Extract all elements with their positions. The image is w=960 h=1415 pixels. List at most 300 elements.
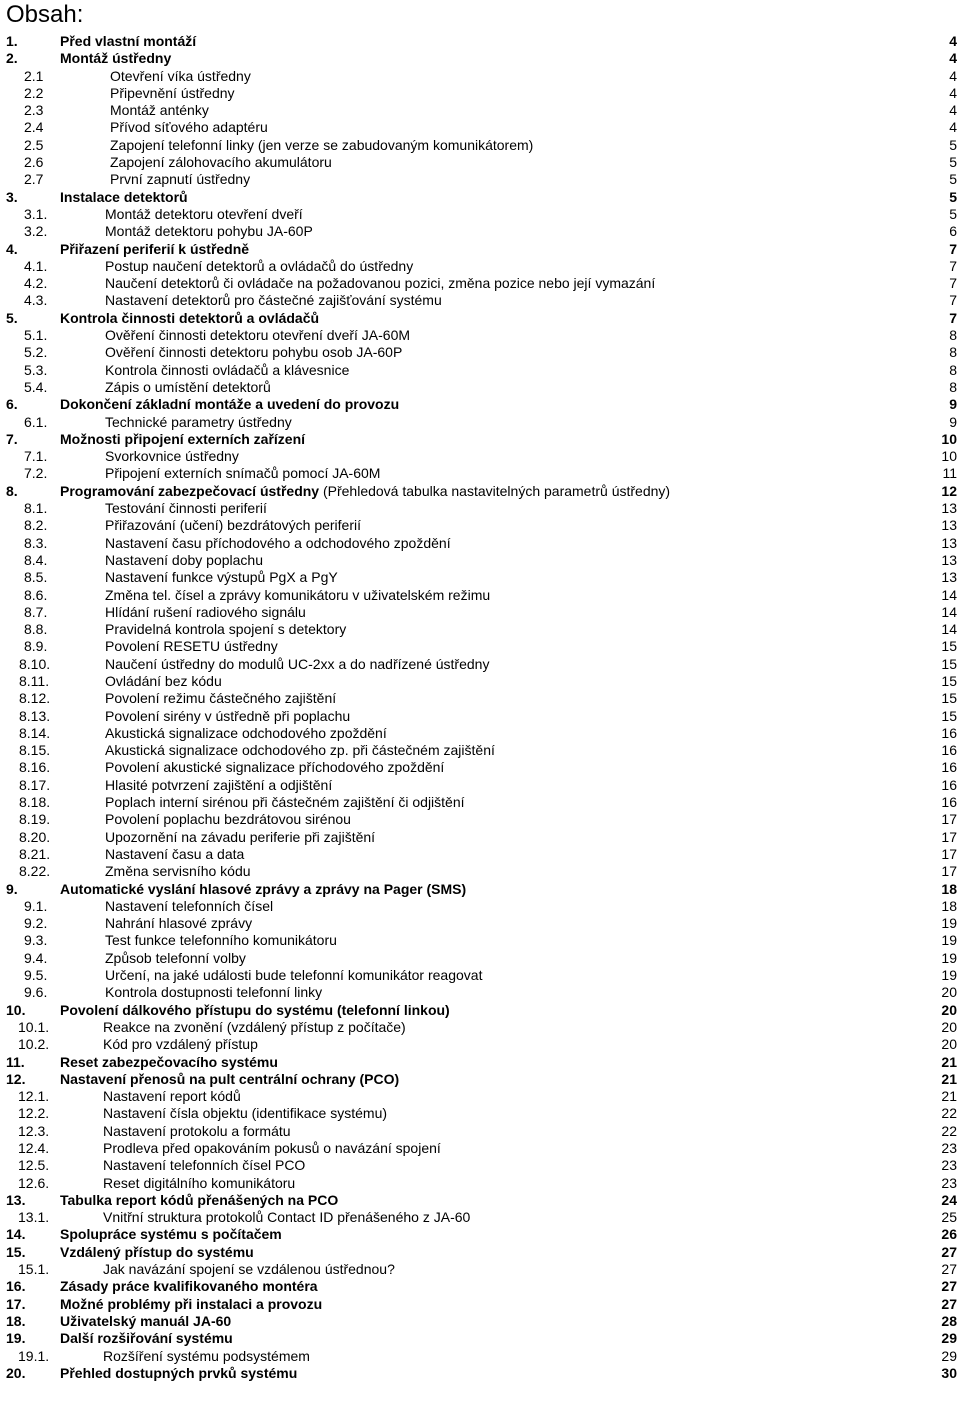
toc-section-row[interactable] (0, 1365, 960, 1382)
toc-entry-page-number: 9 (949, 413, 957, 430)
toc-entry-number: 12.1. (18, 1088, 50, 1105)
toc-subsection-row[interactable] (0, 517, 960, 534)
toc-subsection-row[interactable] (0, 638, 960, 655)
toc-subsection-row[interactable] (0, 535, 960, 552)
toc-subsection-row[interactable] (0, 898, 960, 915)
toc-section-row[interactable] (0, 1244, 960, 1261)
toc-entry-title-text: Otevření víka ústředny (110, 67, 251, 84)
toc-entry-number: 13. (6, 1191, 26, 1208)
toc-entry-title (60, 396, 399, 413)
toc-entry-page-number: 21 (941, 1053, 957, 1070)
toc-entry-number: 4.1. (24, 257, 48, 274)
toc-entry-title-text: Nahrání hlasové zprávy (105, 915, 253, 932)
toc-entry-title (105, 552, 263, 569)
toc-entry-page-number: 19 (941, 915, 957, 932)
toc-subsection-row[interactable] (0, 68, 960, 85)
toc-section-row[interactable] (0, 483, 960, 500)
toc-entry-number: 8. (6, 482, 18, 499)
toc-entry-title (105, 950, 246, 967)
toc-entry-page-number: 4 (949, 50, 957, 67)
toc-entry-title (60, 33, 196, 50)
toc-section-row[interactable] (0, 396, 960, 413)
toc-entry-page-number: 8 (949, 327, 957, 344)
toc-entry-title-text: Naučení detektorů či ovládače na požadovanou pozici, změna pozice nebo její vymazání (105, 275, 656, 292)
toc-entry-page-number: 17 (941, 811, 957, 828)
toc-entry-title-text: Nastavení funkce výstupů PgX a PgY (105, 569, 338, 586)
toc-entry-title (105, 448, 239, 465)
toc-entry-title (105, 327, 410, 344)
toc-entry-title-text: Pravidelná kontrola spojení s detektory (105, 621, 347, 638)
toc-entry-title (103, 1140, 441, 1157)
toc-entry-number: 4. (6, 240, 18, 257)
toc-entry-number: 3.2. (24, 223, 48, 240)
toc-entry-title (60, 50, 171, 67)
toc-subsection-row[interactable] (0, 777, 960, 794)
toc-entry-page-number: 5 (949, 205, 957, 222)
toc-entry-title (103, 1157, 305, 1174)
toc-entry-number: 12.5. (18, 1157, 50, 1174)
toc-entry-title (60, 1313, 231, 1330)
toc-entry-page-number: 19 (941, 932, 957, 949)
toc-entry-number: 8.12. (19, 690, 51, 707)
toc-entry-title-text: Nastavení telefonních čísel (105, 897, 274, 914)
toc-subsection-row[interactable] (0, 673, 960, 690)
toc-subsection-row[interactable] (0, 604, 960, 621)
toc-entry-title-text: Reset zabezpečovacího systému (60, 1053, 278, 1070)
toc-entry-number: 8.20. (19, 828, 51, 845)
toc-entry-number: 8.10. (19, 655, 51, 672)
toc-entry-number: 8.22. (19, 863, 51, 880)
toc-subsection-row[interactable] (0, 327, 960, 344)
toc-subsection-row[interactable] (0, 932, 960, 949)
toc-entry-number: 13.1. (18, 1209, 50, 1226)
toc-subsection-row[interactable] (0, 1140, 960, 1157)
toc-entry-page-number: 14 (941, 603, 957, 620)
toc-entry-number: 5. (6, 309, 18, 326)
toc-entry-page-number: 9 (949, 396, 957, 413)
toc-entry-title (60, 241, 249, 258)
toc-entry-number: 12.2. (18, 1105, 50, 1122)
toc-entry-title (103, 1209, 470, 1226)
toc-entry-title-text: Zapojení zálohovacího akumulátoru (110, 154, 332, 171)
toc-entry-title (105, 275, 655, 292)
toc-entry-title-text: Povolení dálkového přístupu do systému (telefonní linkou) (60, 1001, 450, 1018)
toc-entry-page-number: 7 (949, 292, 957, 309)
toc-entry-title (105, 759, 444, 776)
toc-entry-number: 8.5. (24, 569, 48, 586)
toc-entry-page-number: 8 (949, 378, 957, 395)
toc-entry-number: 1. (6, 33, 18, 49)
toc-entry-number: 8.6. (24, 586, 48, 603)
toc-entry-title-text: Možnosti připojení externích zařízení (60, 430, 306, 447)
toc-subsection-row[interactable] (0, 258, 960, 275)
toc-entry-page-number: 4 (949, 84, 957, 101)
toc-entry-title-text: Reset digitálního komunikátoru (103, 1174, 296, 1191)
toc-subsection-row[interactable] (0, 275, 960, 292)
toc-entry-number: 9.1. (24, 897, 48, 914)
toc-entry-page-number: 27 (941, 1278, 957, 1295)
toc-subsection-row[interactable] (0, 656, 960, 673)
toc-entry-title (105, 811, 351, 828)
toc-subsection-row[interactable] (0, 587, 960, 604)
toc-entry-title-text: Vnitřní struktura protokolů Contact ID přenášeného z JA-60 (103, 1209, 471, 1226)
toc-entry-page-number: 15 (941, 707, 957, 724)
toc-section-row[interactable] (0, 1071, 960, 1088)
toc-entry-title (105, 500, 267, 517)
toc-section-row[interactable] (0, 1330, 960, 1347)
toc-entry-page-number: 15 (941, 672, 957, 689)
toc-subsection-row[interactable] (0, 206, 960, 223)
toc-section-row[interactable] (0, 1313, 960, 1330)
toc-entry-title-text: Montáž detektoru pohybu JA-60P (105, 223, 313, 240)
toc-entry-number: 2.6 (24, 154, 44, 171)
toc-entry-title (60, 310, 319, 327)
toc-entry-page-number: 19 (941, 967, 957, 984)
toc-section-row[interactable] (0, 1226, 960, 1243)
toc-subsection-row[interactable] (0, 1348, 960, 1365)
toc-entry-page-number: 16 (941, 742, 957, 759)
toc-section-row[interactable] (0, 189, 960, 206)
toc-entry-page-number: 14 (941, 586, 957, 603)
toc-entry-title-text: Akustická signalizace odchodového zp. při částečném zajištění (105, 742, 495, 759)
toc-subsection-row[interactable] (0, 950, 960, 967)
toc-entry-title-text: Nastavení report kódů (103, 1088, 241, 1105)
toc-entry-page-number: 17 (941, 828, 957, 845)
toc-subsection-row[interactable] (0, 171, 960, 188)
toc-entry-title-text: Nastavení přenosů na pult centrální ochrany (PCO) (60, 1070, 400, 1087)
toc-subsection-row[interactable] (0, 1105, 960, 1122)
toc-subsection-row[interactable] (0, 915, 960, 932)
toc-entry-title-text: Test funkce telefonního komunikátoru (105, 932, 337, 949)
toc-entry-title-text: Možné problémy při instalaci a provozu (60, 1295, 323, 1312)
toc-entry-title-text: Přiřazení periferií k ústředně (60, 240, 250, 257)
toc-entry-title-text: Povolení RESETU ústředny (105, 638, 278, 655)
toc-subsection-row[interactable] (0, 1036, 960, 1053)
toc-section-row[interactable] (0, 1296, 960, 1313)
toc-entry-number: 7.1. (24, 448, 48, 465)
toc-entry-number: 8.17. (19, 776, 51, 793)
toc-section-row[interactable] (0, 241, 960, 258)
toc-section-row[interactable] (0, 1054, 960, 1071)
toc-entry-title (105, 604, 306, 621)
toc-entry-number: 2.7 (24, 171, 44, 188)
toc-entry-number: 8.18. (19, 794, 51, 811)
toc-entry-page-number: 13 (941, 551, 957, 568)
toc-entry-title-text: Připevnění ústředny (110, 84, 235, 101)
toc-subsection-row[interactable] (0, 102, 960, 119)
toc-entry-page-number: 14 (941, 621, 957, 638)
toc-entry-title-text: Uživatelský manuál JA-60 (60, 1312, 232, 1329)
toc-entry-number: 5.1. (24, 327, 48, 344)
toc-entry-title-text: Montáž ústředny (60, 50, 172, 67)
toc-entry-title (105, 725, 387, 742)
toc-entry-title (103, 1123, 291, 1140)
toc-entry-page-number: 11 (942, 465, 957, 482)
toc-entry-page-number: 21 (941, 1070, 957, 1087)
toc-entry-page-number: 22 (941, 1122, 957, 1139)
toc-entry-number: 10.2. (18, 1036, 50, 1053)
toc-entry-title (105, 932, 337, 949)
toc-entry-number: 8.9. (24, 638, 48, 655)
toc-entry-title-text: Zásady práce kvalifikovaného montéra (60, 1278, 318, 1295)
toc-subsection-row[interactable] (0, 690, 960, 707)
toc-entry-title-text: Jak navázání spojení se vzdálenou ústřednou? (103, 1261, 395, 1278)
toc-entry-title-text: Přiřazování (učení) bezdrátových periferií (105, 517, 361, 534)
toc-subsection-row[interactable] (0, 1123, 960, 1140)
toc-entry-number: 9.4. (24, 949, 48, 966)
toc-entry-title-text: Nastavení telefonních čísel PCO (103, 1157, 306, 1174)
toc-entry-title-text: Povolení sirény v ústředně při poplachu (105, 707, 351, 724)
toc-subsection-row[interactable] (0, 967, 960, 984)
toc-subsection-row[interactable] (0, 448, 960, 465)
toc-entry-page-number: 13 (941, 517, 957, 534)
toc-entry-number: 5.4. (24, 378, 48, 395)
toc-entry-page-number: 12 (941, 482, 957, 499)
toc-entry-title (60, 1002, 450, 1019)
toc-entry-title-text: Hlasité potvrzení zajištění a odjištění (105, 776, 333, 793)
toc-entry-number: 20. (6, 1364, 26, 1381)
toc-subsection-row[interactable] (0, 85, 960, 102)
toc-entry-number: 9.6. (24, 984, 48, 1001)
toc-entry-title (60, 1365, 297, 1382)
toc-entry-number: 10.1. (18, 1018, 50, 1035)
toc-entry-title-text: Testování činnosti periferií (105, 500, 267, 517)
toc-section-row[interactable] (0, 1192, 960, 1209)
toc-entry-page-number: 13 (941, 500, 957, 517)
toc-entry-number: 2.4 (24, 119, 44, 136)
toc-entry-page-number: 15 (941, 638, 957, 655)
toc-entry-title-text: Montáž anténky (110, 102, 209, 119)
toc-entry-title (103, 1036, 258, 1053)
toc-entry-title-text: Prodleva před opakováním pokusů o navázání spojení (103, 1140, 441, 1156)
toc-entry-page-number: 5 (949, 171, 957, 188)
toc-entry-number: 12.3. (18, 1122, 50, 1139)
toc-entry-title-text: Kontrola dostupnosti telefonní linky (105, 984, 323, 1001)
toc-entry-title-text: Ověření činnosti detektoru otevření dveří JA-60M (105, 327, 411, 344)
toc-entry-title (105, 292, 442, 309)
toc-entry-title (60, 189, 188, 206)
toc-subsection-row[interactable] (0, 725, 960, 742)
toc-entry-title-text: Změna tel. čísel a zprávy komunikátoru v uživatelském režimu (105, 586, 491, 603)
toc-subsection-row[interactable] (0, 379, 960, 396)
page-title: Obsah: (6, 1, 84, 28)
toc-entry-title (105, 708, 350, 725)
toc-entry-number: 2.3 (24, 102, 44, 119)
toc-entry-title-text: Způsob telefonní volby (105, 949, 246, 966)
toc-entry-number: 2.2 (24, 84, 44, 101)
toc-entry-title (105, 656, 489, 673)
toc-entry-title-text: Zápis o umístění detektorů (105, 378, 271, 395)
toc-entry-title (110, 154, 332, 171)
toc-entry-page-number: 23 (941, 1140, 957, 1156)
toc-entry-number: 15. (6, 1243, 26, 1260)
toc-entry-title (60, 1296, 322, 1313)
toc-subsection-row[interactable] (0, 137, 960, 154)
toc-entry-title-text: Instalace detektorů (60, 188, 188, 205)
toc-subsection-row[interactable] (0, 362, 960, 379)
toc-entry-page-number: 13 (941, 534, 957, 551)
toc-entry-page-number: 7 (949, 257, 957, 274)
toc-subsection-row[interactable] (0, 569, 960, 586)
toc-entry-number: 12.6. (18, 1174, 50, 1191)
toc-subsection-row[interactable] (0, 794, 960, 811)
toc-entry-page-number: 27 (941, 1243, 957, 1260)
toc-subsection-row[interactable] (0, 414, 960, 431)
toc-subsection-row[interactable] (0, 708, 960, 725)
toc-entry-page-number: 23 (941, 1157, 957, 1174)
toc-subsection-row[interactable] (0, 984, 960, 1001)
toc-subsection-row[interactable] (0, 500, 960, 517)
toc-entry-number: 17. (6, 1295, 26, 1312)
toc-entry-number: 7. (6, 430, 18, 447)
toc-subsection-row[interactable] (0, 846, 960, 863)
toc-subsection-row[interactable] (0, 1019, 960, 1036)
toc-entry-title (103, 1019, 406, 1036)
toc-entry-number: 11. (6, 1053, 25, 1070)
toc-section-row[interactable] (0, 310, 960, 327)
toc-section-row[interactable] (0, 431, 960, 448)
toc-entry-number: 7.2. (24, 465, 48, 482)
toc-entry-title (105, 206, 303, 223)
toc-entry-page-number: 8 (949, 361, 957, 378)
toc-section-row[interactable] (0, 33, 960, 50)
toc-entry-number: 15.1. (18, 1261, 50, 1278)
toc-entry-title-text: Automatické vyslání hlasové zprávy a zprávy na Pager (SMS) (60, 880, 467, 897)
toc-subsection-row[interactable] (0, 1261, 960, 1278)
toc-entry-page-number: 10 (941, 448, 957, 465)
toc-section-row[interactable] (0, 1278, 960, 1295)
toc-entry-title-text: Ovládání bez kódu (105, 672, 222, 689)
toc-subsection-row[interactable] (0, 223, 960, 240)
toc-subsection-row[interactable] (0, 344, 960, 361)
toc-entry-number: 8.19. (19, 811, 51, 828)
toc-entry-title-note: (Přehledová tabulka nastavitelných parametrů ústředny) (319, 482, 671, 499)
toc-entry-title (105, 362, 349, 379)
toc-entry-title (105, 258, 413, 275)
toc-entry-page-number: 7 (949, 275, 957, 292)
toc-subsection-row[interactable] (0, 292, 960, 309)
toc-subsection-row[interactable] (0, 621, 960, 638)
toc-entry-title (60, 1071, 399, 1088)
toc-entry-title (105, 344, 402, 361)
toc-entry-title-text: Kontrola činnosti ovládačů a klávesnice (105, 361, 350, 378)
toc-entry-number: 5.2. (24, 344, 48, 361)
toc-entry-number: 4.3. (24, 292, 48, 309)
toc-entry-title-text: Montáž detektoru otevření dveří (105, 205, 303, 222)
toc-entry-number: 8.4. (24, 551, 48, 568)
toc-entry-page-number: 27 (941, 1261, 957, 1278)
toc-entry-number: 2. (6, 50, 18, 67)
toc-entry-page-number: 18 (941, 880, 957, 897)
toc-entry-number: 4.2. (24, 275, 48, 292)
toc-entry-title (105, 967, 482, 984)
toc-subsection-row[interactable] (0, 465, 960, 482)
toc-entry-number: 9.2. (24, 915, 48, 932)
toc-entry-title (105, 414, 292, 431)
toc-entry-number: 8.15. (19, 742, 51, 759)
toc-entry-number: 9.5. (24, 967, 48, 984)
toc-entry-title (103, 1088, 241, 1105)
toc-entry-title (60, 483, 670, 500)
toc-entry-page-number: 5 (949, 136, 957, 153)
toc-subsection-row[interactable] (0, 119, 960, 136)
toc-entry-page-number: 4 (949, 119, 957, 136)
toc-entry-title-text: Rozšíření systému podsystémem (103, 1347, 310, 1364)
toc-entry-page-number: 29 (941, 1347, 957, 1364)
toc-entry-page-number: 16 (941, 776, 957, 793)
toc-entry-page-number: 16 (941, 759, 957, 776)
toc-entry-title-text: Nastavení protokolu a formátu (103, 1122, 291, 1139)
toc-entry-page-number: 24 (941, 1191, 957, 1208)
toc-subsection-row[interactable] (0, 742, 960, 759)
toc-entry-title (60, 1330, 233, 1347)
toc-entry-number: 18. (6, 1312, 26, 1329)
toc-entry-title-text: První zapnutí ústředny (110, 171, 251, 188)
toc-entry-title-text: Hlídání rušení radiového signálu (105, 603, 306, 620)
toc-entry-title (105, 829, 375, 846)
toc-entry-title-text: Svorkovnice ústředny (105, 448, 239, 465)
toc-entry-title-text: Reakce na zvonění (vzdálený přístup z počítače) (103, 1018, 406, 1035)
toc-entry-title-text: Změna servisního kódu (105, 863, 251, 880)
toc-entry-page-number: 15 (941, 690, 957, 707)
toc-subsection-row[interactable] (0, 759, 960, 776)
toc-entry-title-text: Technické parametry ústředny (105, 413, 292, 430)
toc-entry-title (60, 431, 305, 448)
toc-entry-page-number: 22 (941, 1105, 957, 1122)
toc-entry-title-text: Nastavení času příchodového a odchodového zpoždění (105, 534, 451, 551)
toc-entry-page-number: 28 (941, 1312, 957, 1329)
toc-subsection-row[interactable] (0, 1088, 960, 1105)
toc-entry-title-text: Připojení externích snímačů pomocí JA-60M (105, 465, 381, 482)
toc-entry-title-text: Vzdálený přístup do systému (60, 1243, 254, 1260)
toc-entry-page-number: 17 (941, 863, 957, 880)
toc-subsection-row[interactable] (0, 811, 960, 828)
toc-entry-title (60, 1226, 282, 1243)
toc-entry-number: 8.1. (24, 500, 48, 517)
toc-entry-title (105, 794, 465, 811)
toc-section-row[interactable] (0, 881, 960, 898)
toc-section-row[interactable] (0, 1002, 960, 1019)
toc-subsection-row[interactable] (0, 863, 960, 880)
toc-entry-title-text: Postup naučení detektorů a ovládačů do ústředny (105, 257, 414, 274)
toc-entry-page-number: 10 (941, 430, 957, 447)
toc-subsection-row[interactable] (0, 1209, 960, 1226)
toc-entry-number: 9. (6, 880, 18, 897)
toc-entry-title-text: Upozornění na závadu periferie při zajištění (105, 828, 376, 845)
toc-entry-title-text: Nastavení času a data (105, 845, 245, 862)
toc-entry-title (110, 171, 250, 188)
table-of-contents (0, 33, 960, 1382)
toc-subsection-row[interactable] (0, 154, 960, 171)
toc-entry-title (105, 690, 336, 707)
toc-entry-title (105, 984, 322, 1001)
toc-entry-page-number: 23 (941, 1174, 957, 1191)
toc-entry-title (105, 777, 332, 794)
toc-entry-title (103, 1261, 395, 1278)
toc-entry-number: 3. (6, 188, 18, 205)
toc-entry-number: 8.14. (19, 724, 51, 741)
toc-entry-number: 6.1. (24, 413, 48, 430)
toc-entry-title (60, 1278, 318, 1295)
toc-entry-title-text: Akustická signalizace odchodového zpoždění (105, 724, 387, 741)
toc-subsection-row[interactable] (0, 552, 960, 569)
toc-entry-title (105, 846, 244, 863)
toc-section-row[interactable] (0, 50, 960, 67)
toc-subsection-row[interactable] (0, 1175, 960, 1192)
toc-subsection-row[interactable] (0, 1157, 960, 1174)
toc-subsection-row[interactable] (0, 829, 960, 846)
toc-entry-page-number: 20 (941, 984, 957, 1001)
